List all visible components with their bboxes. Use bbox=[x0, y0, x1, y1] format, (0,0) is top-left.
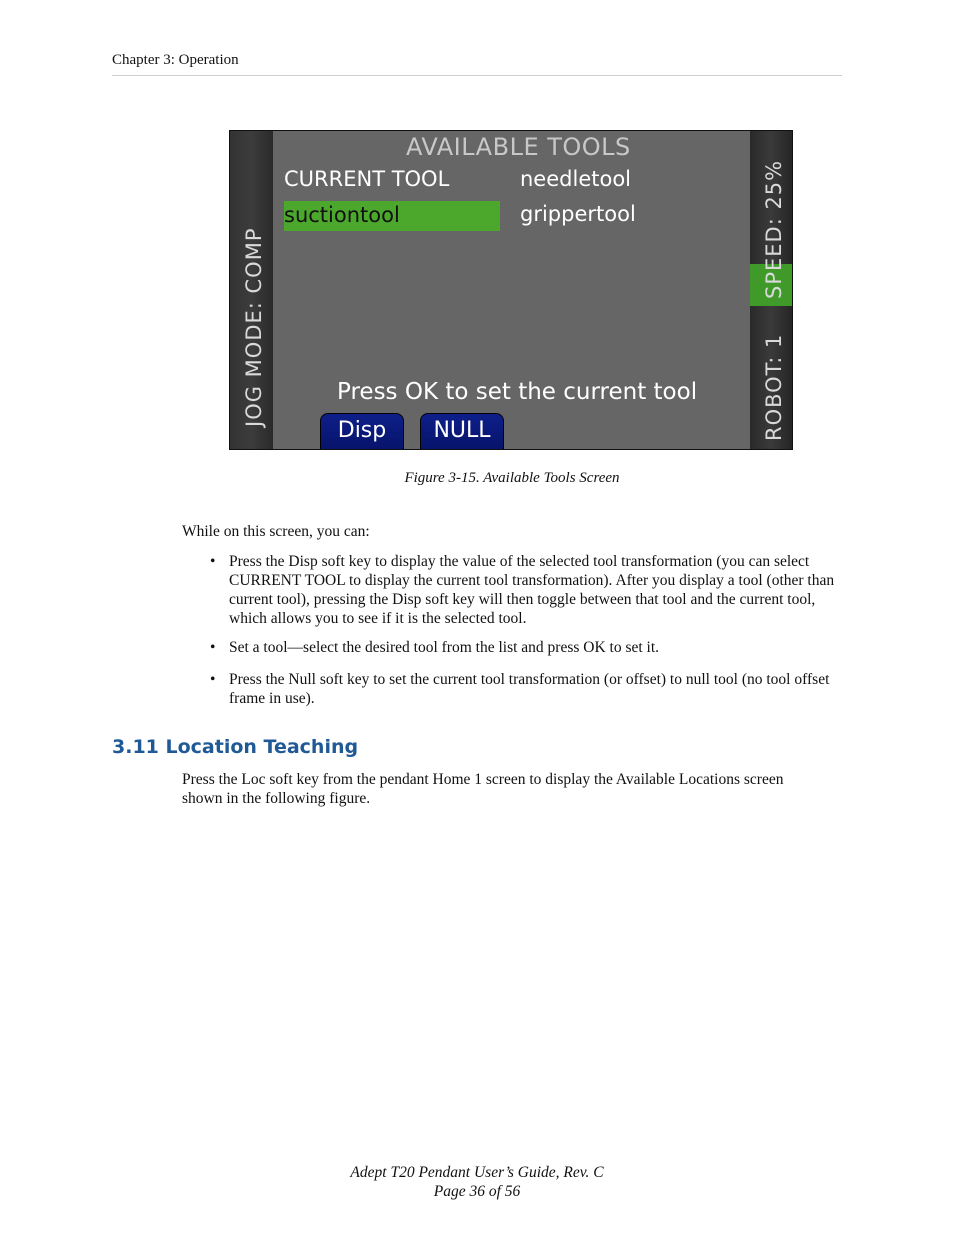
list-item bbox=[208, 638, 840, 657]
option-list bbox=[208, 552, 840, 718]
tool-item-suctiontool-selected[interactable]: suctiontool bbox=[284, 201, 500, 231]
list-item-text: Press the Null soft key to set the current tool transformation (or offset) to null tool (no tool offset frame in use). bbox=[229, 671, 830, 707]
tool-item-needletool[interactable]: needletool bbox=[520, 167, 631, 191]
robot-label: ROBOT: 1 bbox=[762, 333, 786, 441]
list-item bbox=[208, 670, 840, 708]
section-paragraph: Press the Loc soft key from the pendant Home 1 screen to display the Available Locations screen shown in the following figure. bbox=[182, 771, 784, 807]
jog-mode-label: JOG MODE: COMP bbox=[242, 227, 266, 427]
footer-title: Adept T20 Pendant User’s Guide, Rev. C bbox=[350, 1164, 604, 1181]
running-header: Chapter 3: Operation bbox=[112, 52, 842, 76]
screen-title: AVAILABLE TOOLS bbox=[406, 133, 631, 161]
list-item-text: Press the Disp soft key to display the value of the selected tool transformation (you can select CURRENT TOOL to display the current tool transformation). After you display a tool (other than current tool), pressing the Disp soft key will then toggle between that tool and the current tool, which allows you to see if it is the selected tool. bbox=[229, 553, 835, 627]
available-tools-screen bbox=[229, 130, 793, 450]
speed-label: SPEED: 25% bbox=[762, 159, 786, 299]
bullet-glyph: • bbox=[210, 553, 216, 570]
footer-page-number: Page 36 of 56 bbox=[433, 1183, 521, 1200]
tool-item-current-tool[interactable]: CURRENT TOOL bbox=[284, 167, 450, 191]
intro-text: While on this screen, you can: bbox=[182, 523, 370, 540]
list-item-text: Set a tool—select the desired tool from the list and press OK to set it. bbox=[229, 639, 660, 656]
section-heading: 3.11 Location Teaching bbox=[112, 736, 359, 758]
figure-caption: Figure 3-15. Available Tools Screen bbox=[404, 470, 620, 486]
bullet-glyph: • bbox=[210, 671, 216, 688]
null-softkey[interactable]: NULL bbox=[420, 413, 504, 450]
disp-softkey[interactable]: Disp bbox=[320, 413, 404, 450]
tool-item-grippertool[interactable]: grippertool bbox=[520, 202, 636, 226]
screen-prompt: Press OK to set the current tool bbox=[337, 379, 698, 405]
bullet-glyph: • bbox=[210, 639, 216, 656]
page-footer bbox=[0, 1163, 954, 1201]
list-item bbox=[208, 552, 840, 628]
